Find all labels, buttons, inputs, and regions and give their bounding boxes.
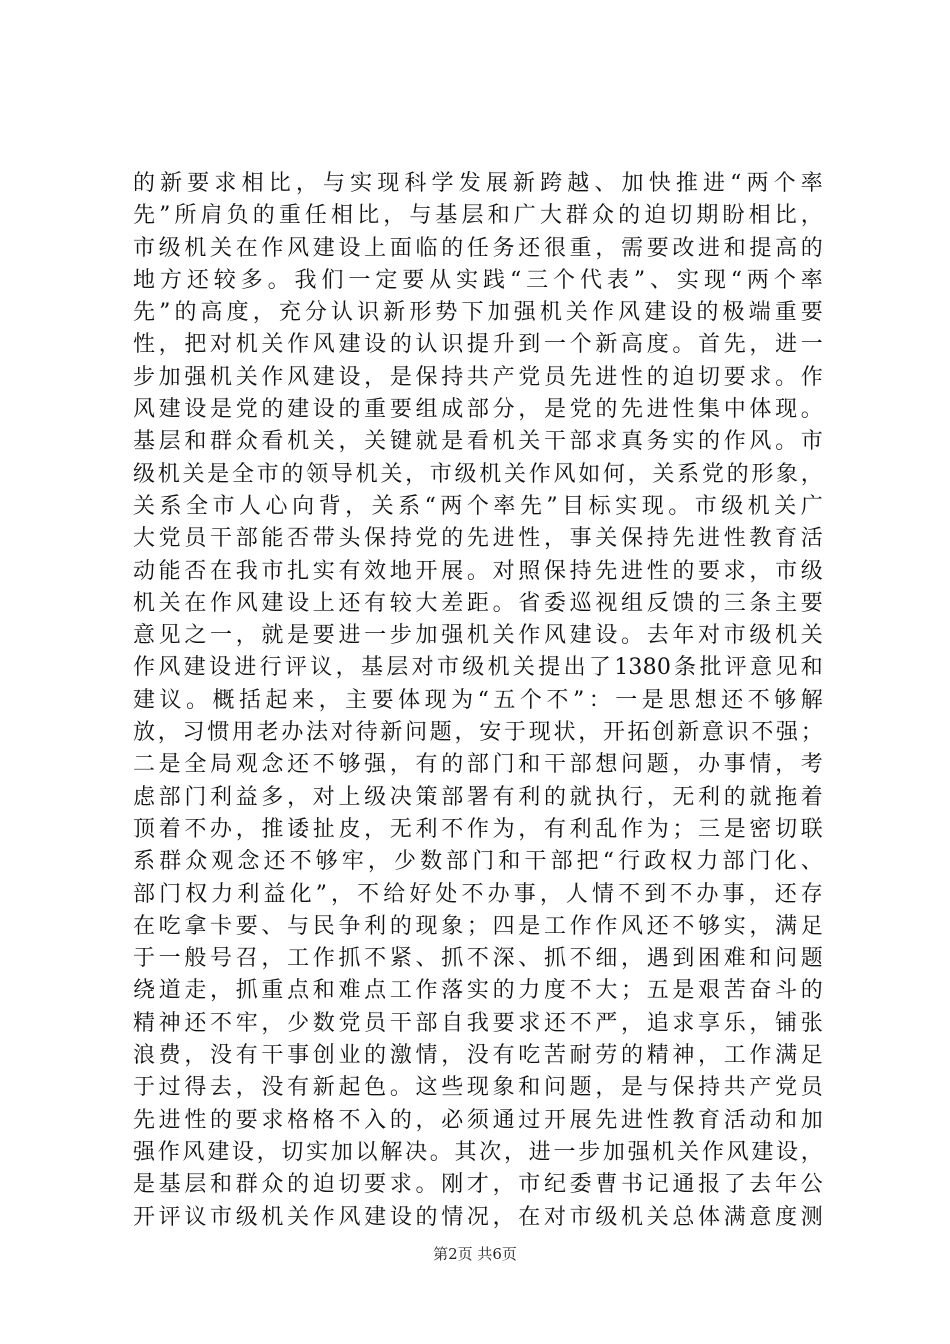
text-line: 意见之一，就是要进一步加强机关作风建设。去年对市级机关	[133, 623, 823, 649]
text-line: 风建设是党的建设的重要组成部分，是党的先进性集中体现。	[133, 397, 823, 423]
text-line: 系群众观念还不够牢，少数部门和干部把“行政权力部门化、	[133, 849, 823, 875]
text-line: 浪费，没有干事创业的激情，没有吃苦耐劳的精神，工作满足	[133, 1043, 823, 1069]
text-line: 地方还较多。我们一定要从实践“三个代表”、实现“两个率	[133, 267, 823, 293]
text-line: 先进性的要求格格不入的，必须通过开展先进性教育活动和加	[133, 1107, 823, 1133]
text-line: 动能否在我市扎实有效地开展。对照保持先进性的要求，市级	[133, 558, 823, 584]
text-line: 先”的高度，充分认识新形势下加强机关作风建设的极端重要	[133, 300, 823, 326]
text-line: 是基层和群众的迫切要求。刚才，市纪委曹书记通报了去年公	[133, 1172, 823, 1198]
text-line: 大党员干部能否带头保持党的先进性，事关保持先进性教育活	[133, 526, 823, 552]
text-line: 在吃拿卡要、与民争利的现象；四是工作作风还不够实，满足	[133, 913, 823, 939]
page-footer: 第2页 共6页	[433, 1245, 517, 1263]
document-body	[133, 168, 823, 1234]
text-line: 二是全局观念还不够强，有的部门和干部想问题，办事情，考	[133, 752, 823, 778]
text-line: 基层和群众看机关，关键就是看机关干部求真务实的作风。市	[133, 429, 823, 455]
text-line: 精神还不牢，少数党员干部自我要求还不严，追求享乐，铺张	[133, 1010, 823, 1036]
text-line: 机关在作风建设上还有较大差距。省委巡视组反馈的三条主要	[133, 590, 823, 616]
text-line: 部门权力利益化”，不给好处不办事，人情不到不办事，还存	[133, 881, 823, 907]
text-line: 放，习惯用老办法对待新问题，安于现状，开拓创新意识不强；	[133, 720, 823, 746]
text-line: 作风建设进行评议，基层对市级机关提出了1380条批评意见和	[133, 655, 823, 681]
text-line: 于过得去，没有新起色。这些现象和问题，是与保持共产党员	[133, 1075, 823, 1101]
text-line: 性，把对机关作风建设的认识提升到一个新高度。首先，进一	[133, 332, 823, 358]
text-line: 于一般号召，工作抓不紧、抓不深、抓不细，遇到困难和问题	[133, 946, 823, 972]
text-line: 开评议市级机关作风建设的情况，在对市级机关总体满意度测	[133, 1204, 823, 1230]
text-line: 级机关是全市的领导机关，市级机关作风如何，关系党的形象，	[133, 461, 823, 487]
text-line: 步加强机关作风建设，是保持共产党员先进性的迫切要求。作	[133, 364, 823, 390]
text-line: 建议。概括起来，主要体现为“五个不”：一是思想还不够解	[133, 687, 823, 713]
text-line: 顶着不办，推诿扯皮，无利不作为，有利乱作为；三是密切联	[133, 816, 823, 842]
text-line: 绕道走，抓重点和难点工作落实的力度不大；五是艰苦奋斗的	[133, 978, 823, 1004]
text-line: 市级机关在作风建设上面临的任务还很重，需要改进和提高的	[133, 235, 823, 261]
text-line: 关系全市人心向背，关系“两个率先”目标实现。市级机关广	[133, 493, 823, 519]
text-line: 虑部门利益多，对上级决策部署有利的就执行，无利的就拖着	[133, 784, 823, 810]
text-line: 强作风建设，切实加以解决。其次，进一步加强机关作风建设，	[133, 1139, 823, 1165]
text-line: 的新要求相比，与实现科学发展新跨越、加快推进“两个率	[133, 171, 823, 196]
text-line: 先”所肩负的重任相比，与基层和广大群众的迫切期盼相比，	[133, 203, 823, 229]
